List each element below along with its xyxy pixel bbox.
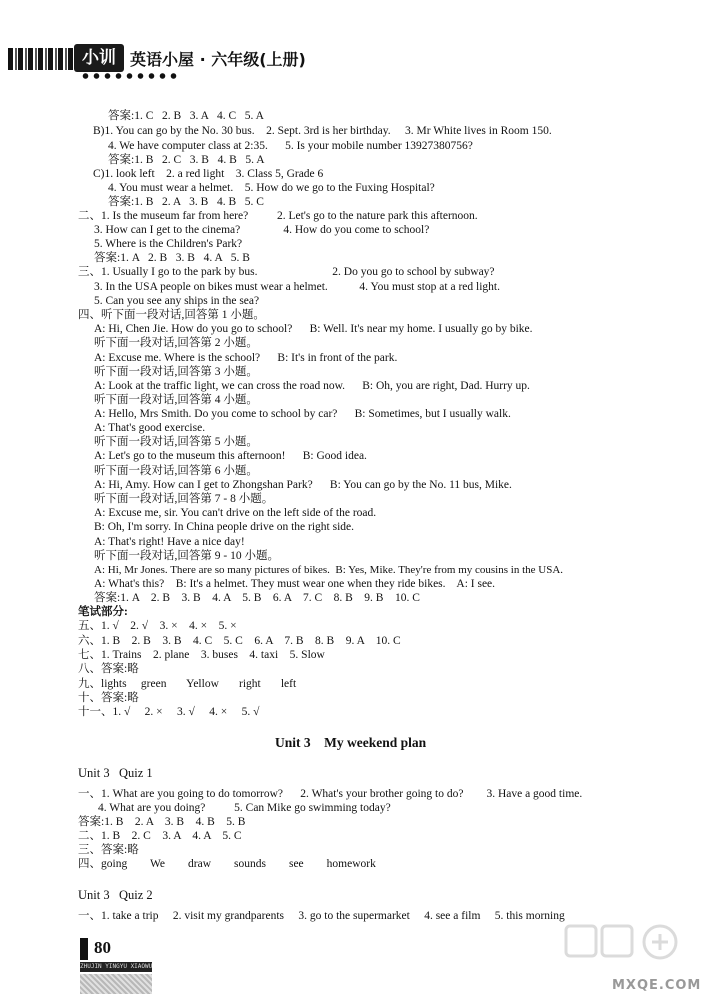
question-line: 5. Can you see any ships in the sea? bbox=[94, 295, 260, 307]
dialogue-line: A: Excuse me, sir. You can't drive on the left side of the road. bbox=[94, 507, 377, 519]
listening-instruction: 四、听下面一段对话,回答第 1 小题。 bbox=[78, 309, 265, 321]
question-line: 4. We have computer class at 2:35. 5. Is your mobile number 13927380756? bbox=[108, 140, 473, 152]
answer-line: 答案:1. A 2. B 3. B 4. A 5. B bbox=[94, 252, 250, 264]
question-line: 5. Where is the Children's Park? bbox=[94, 238, 243, 250]
question-line: 一、1. What are you going to do tomorrow? 2. What's your brother going to do? 3. Have a good time. bbox=[78, 788, 583, 800]
question-line: 4. You must wear a helmet. 5. How do we go to the Fuxing Hospital? bbox=[108, 182, 435, 194]
page-number-box bbox=[80, 938, 152, 960]
answer-line: 答案:1. B 2. A 3. B 4. B 5. B bbox=[78, 816, 246, 828]
question-line: 4. What are you doing? 5. Can Mike go swimming today? bbox=[98, 802, 391, 814]
dialogue-line: A: What's this? B: It's a helmet. They must wear one when they ride bikes. A: I see. bbox=[94, 578, 496, 590]
header-dots-decoration bbox=[80, 72, 180, 80]
page-header bbox=[8, 42, 408, 78]
dialogue-line: A: Hello, Mrs Smith. Do you come to school by car? B: Sometimes, but I usually walk. bbox=[94, 408, 511, 420]
series-logo: 小训 bbox=[74, 44, 124, 72]
dialogue-line: B: Oh, I'm sorry. In China people drive on the right side. bbox=[94, 521, 355, 533]
question-line: 二、1. Is the museum far from here? 2. Let's go to the nature park this afternoon. bbox=[78, 210, 478, 222]
section-label: 笔试部分: bbox=[78, 606, 128, 618]
answer-line: 四、going We draw sounds see homework bbox=[78, 858, 376, 870]
question-line: 三、1. Usually I go to the park by bus. 2. Do you go to school by subway? bbox=[78, 266, 495, 278]
question-line: 一、1. take a trip 2. visit my grandparents 3. go to the supermarket 4. see a film 5. this morning bbox=[78, 910, 565, 922]
answer-line: 答案:1. B 2. C 3. B 4. B 5. A bbox=[108, 154, 265, 166]
dialogue-line: A: That's good exercise. bbox=[94, 422, 206, 434]
question-line: B)1. You can go by the No. 30 bus. 2. Sept. 3rd is her birthday. 3. Mr White lives in Room 150. bbox=[93, 125, 552, 137]
answer-line: 十一、1. √ 2. × 3. √ 4. × 5. √ bbox=[78, 706, 260, 718]
answer-line: 十、答案:略 bbox=[78, 692, 139, 704]
page-number-bar bbox=[80, 938, 88, 960]
listening-instruction: 听下面一段对话,回答第 4 小题。 bbox=[94, 394, 258, 406]
dialogue-line: A: Hi, Amy. How can I get to Zhongshan Park? B: You can go by the No. 11 bus, Mike. bbox=[94, 479, 512, 491]
answer-line: 七、1. Trains 2. plane 3. buses 4. taxi 5. Slow bbox=[78, 649, 325, 661]
question-line: C)1. look left 2. a red light 3. Class 5, Grade 6 bbox=[93, 168, 324, 180]
dialogue-line: A: Hi, Mr Jones. There are so many pictures of bikes. B: Yes, Mike. They're from my cousins in the USA. bbox=[94, 564, 564, 576]
footer-strip: ZHUJIN YINGYU XIAOWU bbox=[80, 963, 152, 970]
footer-noise-decoration bbox=[80, 974, 152, 994]
answer-line: 二、1. B 2. C 3. A 4. A 5. C bbox=[78, 830, 242, 842]
answer-line: 六、1. B 2. B 3. B 4. C 5. C 6. A 7. B 8. B 9. A 10. C bbox=[78, 635, 401, 647]
listening-instruction: 听下面一段对话,回答第 7 - 8 小题。 bbox=[94, 493, 274, 505]
listening-instruction: 听下面一段对话,回答第 5 小题。 bbox=[94, 436, 258, 448]
question-line: 3. In the USA people on bikes must wear a helmet. 4. You must stop at a red light. bbox=[94, 281, 500, 293]
quiz-title: Unit 3 Quiz 2 bbox=[78, 888, 153, 902]
answer-line: 答案:1. C 2. B 3. A 4. C 5. A bbox=[108, 110, 264, 122]
dialogue-line: A: Excuse me. Where is the school? B: It's in front of the park. bbox=[94, 352, 398, 364]
header-title: 英语小屋 · 六年级(上册) bbox=[130, 50, 306, 69]
answer-line: 三、答案:略 bbox=[78, 844, 139, 856]
dialogue-line: A: Let's go to the museum this afternoon! B: Good idea. bbox=[94, 450, 367, 462]
question-line: 3. How can I get to the cinema? 4. How do you come to school? bbox=[94, 224, 430, 236]
unit-heading: Unit 3 My weekend plan bbox=[275, 735, 427, 750]
listening-instruction: 听下面一段对话,回答第 2 小题。 bbox=[94, 337, 258, 349]
listening-instruction: 听下面一段对话,回答第 3 小题。 bbox=[94, 366, 258, 378]
answer-line: 九、lights green Yellow right left bbox=[78, 678, 297, 690]
answer-line: 八、答案:略 bbox=[78, 663, 139, 675]
quiz-title: Unit 3 Quiz 1 bbox=[78, 766, 153, 780]
listening-instruction: 听下面一段对话,回答第 6 小题。 bbox=[94, 465, 258, 477]
dialogue-line: A: That's right! Have a nice day! bbox=[94, 536, 245, 548]
watermark-text: MXQE.COM bbox=[612, 978, 702, 993]
dialogue-line: A: Hi, Chen Jie. How do you go to school? B: Well. It's near my home. I usually go by bike. bbox=[94, 323, 533, 335]
dialogue-line: A: Look at the traffic light, we can cross the road now. B: Oh, you are right, Dad. Hurry up. bbox=[94, 380, 530, 392]
answer-line: 答案:1. B 2. A 3. B 4. B 5. C bbox=[108, 196, 264, 208]
page-number: 80 bbox=[94, 938, 111, 957]
header-stripe-decoration bbox=[8, 48, 74, 70]
answer-line: 五、1. √ 2. √ 3. × 4. × 5. × bbox=[78, 620, 237, 632]
answer-line: 答案:1. A 2. B 3. B 4. A 5. B 6. A 7. C 8. B 9. B 10. C bbox=[94, 592, 420, 604]
listening-instruction: 听下面一段对话,回答第 9 - 10 小题。 bbox=[94, 550, 279, 562]
